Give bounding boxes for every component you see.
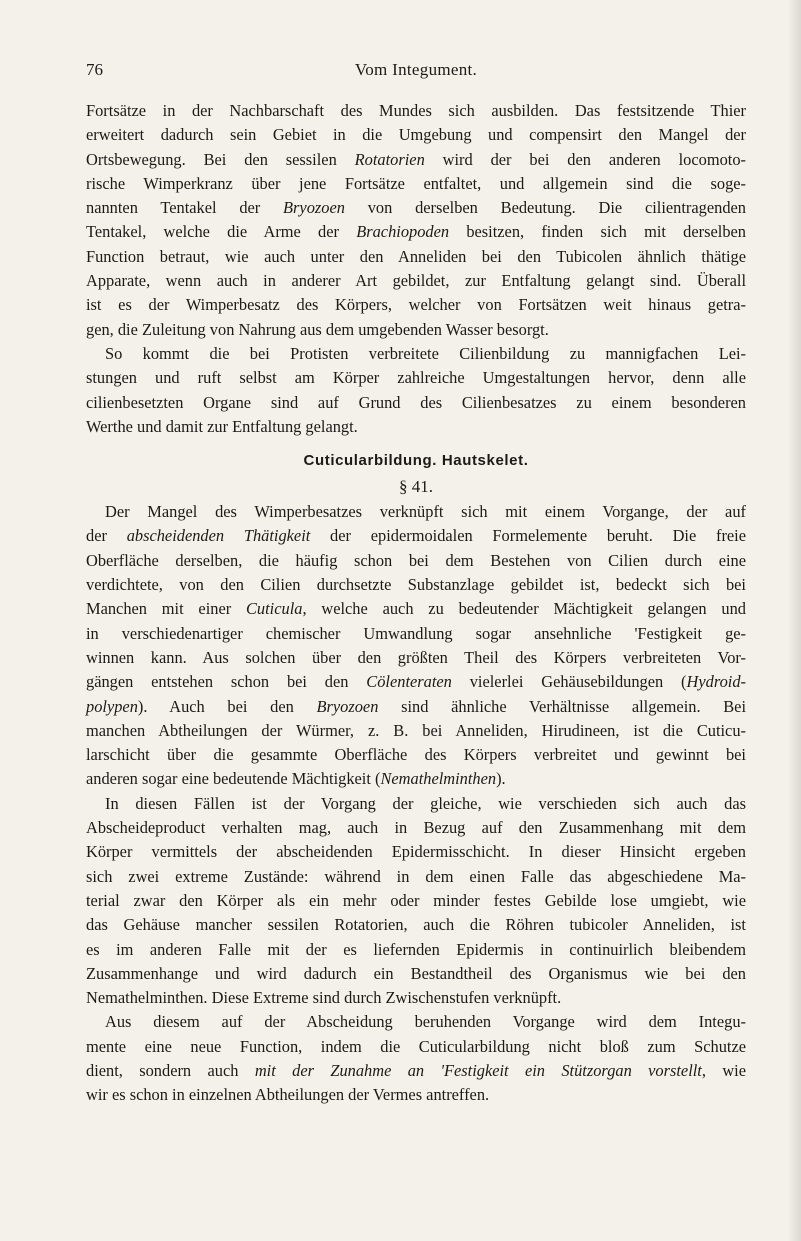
spacer	[86, 439, 746, 447]
text-run: wir es schon in einzelnen Abtheilungen der Vermes antreffen.	[86, 1085, 490, 1105]
text-line	[86, 245, 746, 269]
text-run: , welche auch zu bedeutender Mächtigkeit gelangen und	[302, 599, 746, 619]
section-number: § 41.	[399, 477, 433, 497]
text-run: In diesen Fällen ist der Vorgang der gleiche, wie verschieden sich auch das	[105, 793, 746, 813]
italic-term: Cölenteraten	[366, 672, 452, 692]
text-line	[86, 391, 746, 415]
text-run: manchen Abtheilungen der Würmer, z. B. bei Anneliden, Hirudineen, ist die Cuticu-	[86, 720, 746, 740]
text-line	[86, 962, 746, 986]
text-line	[86, 1035, 746, 1059]
running-head: Vom Integument.	[354, 60, 478, 79]
text-run: verdichtete, von den Cilien durchsetzte Substanzlage gebildet ist, bedeckt sich bei	[86, 575, 746, 595]
text-run: gen, die Zuleitung von Nahrung aus dem umgebenden Wasser besorgt.	[86, 319, 549, 339]
text-run: erweitert dadurch sein Gebiet in die Umgebung und compensirt den Mangel der	[86, 125, 746, 145]
text-run: nannten Tentakel der	[86, 198, 284, 218]
text-run: larschicht über die gesammte Oberfläche des Körpers verbreitet und gewinnt bei	[86, 745, 746, 765]
text-line	[86, 695, 746, 719]
text-line	[86, 220, 746, 244]
text-line	[86, 318, 746, 342]
section-heading: Cuticularbildung. Hautskelet.	[303, 452, 529, 470]
italic-term: Cuticula	[246, 599, 303, 619]
text-line	[86, 597, 746, 621]
page-number: 76	[86, 60, 103, 79]
italic-term: Bryozoen	[283, 198, 345, 218]
text-line	[86, 524, 746, 548]
text-run: , wie	[701, 1060, 747, 1080]
text-run: anderen sogar eine bedeutende Mächtigkeit (	[86, 769, 381, 789]
text-line	[86, 743, 746, 767]
text-line	[86, 196, 746, 220]
text-run: von derselben Bedeutung. Die cilientragenden	[344, 198, 746, 218]
text-line	[86, 792, 746, 816]
text-run: das Gehäuse mancher sessilen Rotatorien, auch die Röhren tubicoler Anneliden, ist	[86, 915, 746, 935]
text-run: So kommt die bei Protisten verbreitete Cilienbildung zu mannigfachen Lei-	[105, 343, 746, 363]
text-line	[86, 1059, 746, 1083]
text-line	[86, 767, 746, 791]
italic-term: Bryozoen	[316, 696, 379, 716]
page-header	[86, 58, 746, 82]
text-line	[86, 889, 746, 913]
text-run: Oberfläche derselben, die häufig schon bei dem Bestehen von Cilien durch eine	[86, 550, 746, 570]
italic-term: Rotatorien	[354, 149, 425, 169]
italic-term: abscheidenden Thätigkeit	[126, 526, 311, 546]
text-run: wird der bei den anderen locomoto-	[424, 149, 746, 169]
text-run: sind ähnliche Verhältnisse allgemein. Bei	[378, 696, 746, 716]
text-run: Aus diesem auf der Abscheidung beruhenden Vorgange wird dem Integu-	[105, 1012, 746, 1032]
text-run: Fortsätze in der Nachbarschaft des Mundes sich ausbilden. Das festsitzende Thier	[86, 101, 746, 120]
text-line	[86, 500, 746, 524]
text-line	[86, 293, 746, 317]
text-run: Zusammenhange und wird dadurch ein Bestandtheil des Organismus wie bei den	[86, 963, 746, 983]
text-run: vielerlei Gehäusebildungen (	[451, 672, 687, 692]
text-run: Werthe und damit zur Entfaltung gelangt.	[86, 416, 358, 436]
italic-term: mit der Zunahme an 'Festigkeit ein Stützorgan vorstellt	[254, 1060, 702, 1080]
text-line	[86, 646, 746, 670]
text-line	[86, 573, 746, 597]
text-run: stungen und ruft selbst am Körper zahlreiche Umgestaltungen hervor, denn alle	[86, 368, 746, 388]
text-line	[86, 840, 746, 864]
text-line	[86, 622, 746, 646]
text-run: sich zwei extreme Zustände: während in dem einen Falle das abgeschiedene Ma-	[86, 866, 746, 886]
text-line	[86, 938, 746, 962]
italic-term: polypen	[86, 696, 138, 716]
text-run: Abscheideproduct verhalten mag, auch in Bezug auf den Zusammenhang mit dem	[86, 818, 746, 838]
text-run: Der Mangel des Wimperbesatzes verknüpft sich mit einem Vorgange, der auf	[105, 502, 746, 522]
italic-term: Hydroid-	[686, 672, 746, 692]
text-line	[86, 1083, 746, 1107]
page-edge-shadow	[787, 0, 801, 1241]
text-run: Ortsbewegung. Bei den sessilen	[86, 149, 355, 169]
text-run: mente eine neue Function, indem die Cuticularbildung nicht bloß zum Schutze	[86, 1036, 746, 1056]
text-line	[86, 719, 746, 743]
text-run: Manchen mit einer	[86, 599, 246, 619]
text-line	[86, 415, 746, 439]
text-line	[86, 670, 746, 694]
text-run: Tentakel, welche die Arme der	[86, 222, 357, 242]
text-line	[86, 269, 746, 293]
text-run: der	[86, 526, 127, 546]
text-line	[86, 865, 746, 889]
text-line	[86, 366, 746, 390]
text-line	[86, 1010, 746, 1034]
text-run: Apparate, wenn auch in anderer Art gebildet, zur Entfaltung gelangt sind. Überall	[86, 271, 746, 291]
text-run: rische Wimperkranz über jene Fortsätze entfaltet, und allgemein sind die soge-	[86, 173, 746, 193]
text-run: ist es der Wimperbesatz des Körpers, welcher von Fortsätzen weit hinaus getra-	[86, 295, 746, 315]
body-text	[86, 99, 746, 1108]
italic-term: Nemathelminthen	[380, 769, 497, 789]
text-line	[86, 172, 746, 196]
text-line	[86, 816, 746, 840]
text-line	[86, 913, 746, 937]
text-line	[86, 123, 746, 147]
text-run: in verschiedenartiger chemischer Umwandlung sogar ansehnliche 'Festigkeit ge-	[86, 623, 746, 643]
text-run: winnen kann. Aus solchen über den größten Theil des Körpers verbreiteten Vor-	[86, 647, 746, 667]
text-run: Function betraut, wie auch unter den Anneliden bei den Tubicolen ähnlich thätige	[86, 246, 746, 266]
text-run: terial zwar den Körper als ein mehr oder minder festes Gebilde lose umgiebt, wie	[86, 890, 746, 910]
text-run: gängen entstehen schon bei den	[86, 672, 367, 692]
text-line	[86, 342, 746, 366]
text-line	[86, 986, 746, 1010]
italic-term: Brachiopoden	[356, 222, 450, 242]
text-line	[86, 549, 746, 573]
text-line	[86, 99, 746, 123]
text-run: Körper vermittels der abscheidenden Epidermisschicht. In dieser Hinsicht ergeben	[86, 842, 746, 862]
text-run: es im anderen Falle mit der es liefernden Epidermis in continuirlich bleibendem	[86, 939, 746, 959]
text-run: dient, sondern auch	[86, 1060, 255, 1080]
text-run: Nemathelminthen. Diese Extreme sind durch Zwischenstufen verknüpft.	[86, 988, 562, 1008]
text-line	[86, 148, 746, 172]
text-run: cilienbesetzten Organe sind auf Grund des Cilienbesatzes zu einem besonderen	[86, 392, 746, 412]
text-run: der epidermoidalen Formelemente beruht. Die freie	[310, 526, 747, 546]
text-run: ). Auch bei den	[137, 696, 317, 716]
text-run: ).	[496, 769, 506, 789]
text-run: besitzen, finden sich mit derselben	[449, 222, 746, 242]
